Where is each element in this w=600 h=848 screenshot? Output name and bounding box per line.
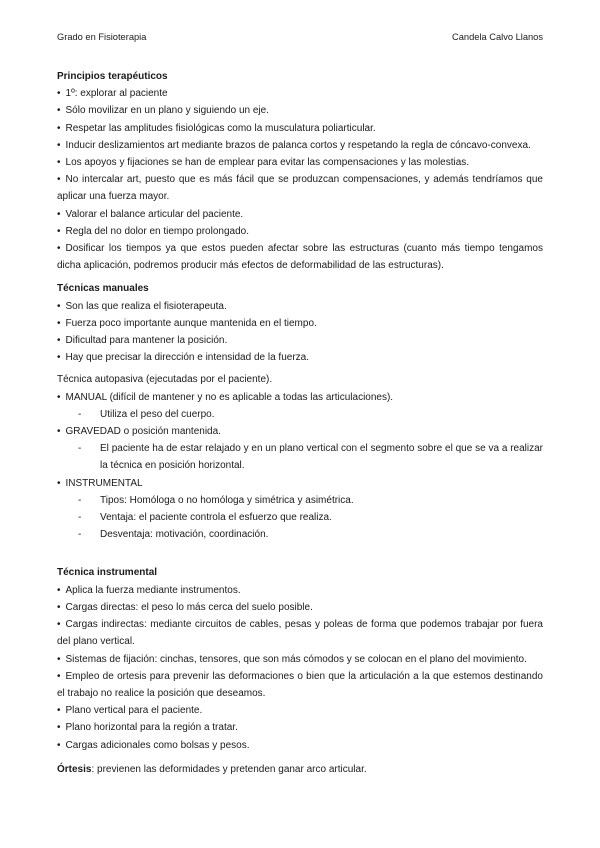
bullet-marker: • bbox=[57, 300, 61, 312]
sub-item-text: El paciente ha de estar relajado y en un plano vertical con el segmento sobre el que se va a realizar la técnica en posición horizontal. bbox=[100, 443, 543, 472]
header-right: Candela Calvo Llanos bbox=[452, 32, 543, 42]
bullet-text: Dificultad para mantener la posición. bbox=[65, 335, 228, 347]
sub-item bbox=[78, 526, 543, 543]
sub-item-text: Desventaja: motivación, coordinación. bbox=[100, 529, 269, 541]
sub-item bbox=[78, 440, 543, 474]
bullet-text: Valorar el balance articular del paciente. bbox=[65, 208, 244, 220]
bullet-text: Cargas adicionales como bolsas y pesos. bbox=[65, 739, 250, 751]
sub-item bbox=[78, 509, 543, 526]
bullet-item bbox=[57, 85, 543, 102]
orthesis-text: : previenen las deformidades y pretenden ganar arco articular. bbox=[91, 763, 367, 775]
bullet-marker: • bbox=[57, 739, 61, 751]
section-title-principios: Principios terapéuticos bbox=[57, 71, 168, 82]
bullet-text: Plano horizontal para la región a tratar. bbox=[65, 722, 238, 734]
bullet-marker: • bbox=[57, 352, 61, 364]
orthesis-line bbox=[57, 761, 543, 778]
bullet-text: Fuerza poco importante aunque mantenida en el tiempo. bbox=[65, 317, 317, 329]
bullet-text: Sistemas de fijación: cinchas, tensores, que son más cómodos y se colocan en el plano del movimiento. bbox=[65, 653, 527, 665]
bullet-item bbox=[57, 223, 543, 240]
bullet-marker: • bbox=[57, 88, 61, 100]
bullet-item bbox=[57, 332, 543, 349]
bullet-marker: • bbox=[57, 243, 61, 255]
section-title-tecnica-autopasiva: Técnica autopasiva (ejecutadas por el paciente). bbox=[57, 374, 273, 386]
bullet-text: MANUAL (difícil de mantener y no es aplicable a todas las articulaciones). bbox=[65, 391, 394, 403]
bullet-marker: • bbox=[57, 174, 61, 186]
page-header bbox=[57, 29, 543, 45]
bullet-text: Cargas indirectas: mediante circuitos de cables, pesas y poleas de forma que podemos trabajar por fuera del plano vertical. bbox=[57, 619, 543, 648]
bullet-text: No intercalar art, puesto que es más fácil que se produzcan compensaciones, y además tendríamos que aplicar una fuerza mayor. bbox=[57, 174, 543, 203]
sub-item-text: Tipos: Homóloga o no homóloga y simétrica y asimétrica. bbox=[100, 494, 354, 506]
bullet-marker: • bbox=[57, 653, 61, 665]
bullet-item bbox=[57, 102, 543, 119]
bullet-item bbox=[57, 719, 543, 736]
bullet-text: Son las que realiza el fisioterapeuta. bbox=[65, 300, 227, 312]
dash-marker: - bbox=[78, 512, 82, 524]
bullet-item bbox=[57, 599, 543, 616]
section-title-tecnica-instrumental: Técnica instrumental bbox=[57, 567, 158, 579]
sub-item bbox=[78, 406, 543, 423]
bullet-marker: • bbox=[57, 335, 61, 347]
dash-marker: - bbox=[78, 529, 82, 541]
bullet-marker: • bbox=[57, 391, 61, 403]
bullet-text: Dosificar los tiempos ya que estos pueden afectar sobre las estructuras (cuanto más tiempo tengamos dicha aplicación, podremos producir más efectos de deformabilidad de las estructuras). bbox=[57, 243, 543, 272]
bullet-item bbox=[57, 171, 543, 205]
section-title-tecnicas-manuales: Técnicas manuales bbox=[57, 283, 149, 295]
bullet-marker: • bbox=[57, 122, 61, 134]
header-left: Grado en Fisioterapia bbox=[57, 32, 147, 42]
bullet-marker: • bbox=[57, 670, 61, 682]
bullet-item bbox=[57, 651, 543, 668]
sub-item-text: Utiliza el peso del cuerpo. bbox=[100, 408, 215, 420]
bullet-text: Los apoyos y fijaciones se han de emplear para evitar las compensaciones y las molestias. bbox=[65, 157, 470, 169]
bullet-item bbox=[57, 737, 543, 754]
bullet-text: GRAVEDAD o posición mantenida. bbox=[65, 426, 221, 438]
bullet-text: Inducir deslizamientos art mediante brazos de palanca cortos y respetando la regla de cóncavo-convexa. bbox=[65, 139, 531, 151]
dash-marker: - bbox=[78, 408, 82, 420]
bullet-marker: • bbox=[57, 619, 61, 631]
bullet-item bbox=[57, 315, 543, 332]
bullet-marker: • bbox=[57, 105, 61, 117]
bullet-marker: • bbox=[57, 584, 61, 596]
sub-item-text: Ventaja: el paciente controla el esfuerzo que realiza. bbox=[100, 512, 332, 524]
bullet-marker: • bbox=[57, 601, 61, 613]
bullet-text: Hay que precisar la dirección e intensidad de la fuerza. bbox=[65, 352, 309, 364]
bullet-text: Aplica la fuerza mediante instrumentos. bbox=[65, 584, 241, 596]
bullet-item bbox=[57, 475, 543, 492]
bullet-marker: • bbox=[57, 477, 61, 489]
bullet-item bbox=[57, 349, 543, 366]
dash-marker: - bbox=[78, 494, 82, 506]
bullet-item bbox=[57, 582, 543, 599]
bullet-text: Regla del no dolor en tiempo prolongado. bbox=[65, 225, 249, 237]
bullet-text: 1º: explorar al paciente bbox=[65, 88, 168, 100]
bullet-item bbox=[57, 616, 543, 650]
sub-item bbox=[78, 492, 543, 509]
bullet-item bbox=[57, 240, 543, 274]
bullet-text: Cargas directas: el peso lo más cerca del suelo posible. bbox=[65, 601, 313, 613]
bullet-item bbox=[57, 154, 543, 171]
bullet-marker: • bbox=[57, 722, 61, 734]
bullet-marker: • bbox=[57, 225, 61, 237]
bullet-marker: • bbox=[57, 317, 61, 329]
bullet-text: Empleo de ortesis para prevenir las deformaciones o bien que la articulación a la que estemos destinando el trabajo no realice la posición que deseamos. bbox=[57, 670, 543, 699]
bullet-item bbox=[57, 120, 543, 137]
bullet-text: Sólo movilizar en un plano y siguiendo un eje. bbox=[65, 105, 269, 117]
bullet-item bbox=[57, 206, 543, 223]
bullet-item bbox=[57, 702, 543, 719]
bullet-item bbox=[57, 389, 543, 406]
bullet-marker: • bbox=[57, 208, 61, 220]
bullet-text: INSTRUMENTAL bbox=[65, 477, 143, 489]
orthesis-term: Órtesis bbox=[57, 763, 92, 775]
bullet-marker: • bbox=[57, 426, 61, 438]
bullet-item bbox=[57, 298, 543, 315]
bullet-item bbox=[57, 137, 543, 154]
bullet-marker: • bbox=[57, 139, 61, 151]
bullet-text: Plano vertical para el paciente. bbox=[65, 705, 203, 717]
bullet-item bbox=[57, 423, 543, 440]
bullet-item bbox=[57, 668, 543, 702]
bullet-marker: • bbox=[57, 157, 61, 169]
bullet-text: Respetar las amplitudes fisiológicas como la musculatura poliarticular. bbox=[65, 122, 376, 134]
bullet-marker: • bbox=[57, 705, 61, 717]
dash-marker: - bbox=[78, 443, 82, 455]
